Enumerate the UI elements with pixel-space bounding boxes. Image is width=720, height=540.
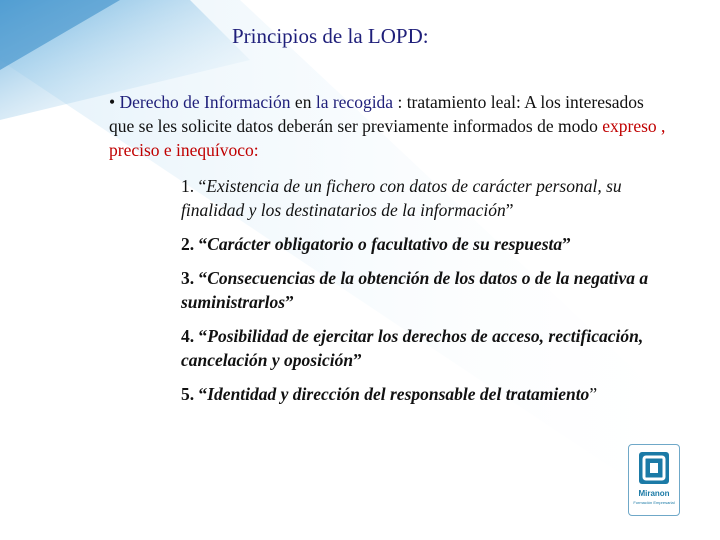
logo-name: Miranon	[638, 489, 670, 498]
intro-term-recogida: la recogida	[315, 92, 394, 112]
intro-term-derecho: Derecho de Información	[119, 92, 291, 112]
slide-title: Principios de la LOPD:	[232, 24, 429, 48]
item-text: Existencia de un fichero con datos de carácter personal, su finalidad y los destinatarios de la información	[181, 176, 622, 220]
item-number: 5. “	[181, 384, 208, 404]
intro-emphasis: expreso , preciso e inequívoco:	[109, 116, 666, 160]
list-item	[181, 266, 671, 314]
list-item	[181, 232, 671, 256]
item-number: 1. “	[181, 176, 207, 196]
intro-paragraph	[109, 90, 669, 162]
item-text: Posibilidad de ejercitar los derechos de acceso, rectificación, cancelación y oposición	[181, 326, 644, 370]
list-item	[181, 324, 671, 372]
list-item	[181, 174, 671, 222]
item-number: 4. “	[181, 326, 208, 346]
item-number: 2. “	[181, 234, 208, 254]
item-number: 3. “	[181, 268, 208, 288]
item-close-quote: ”	[285, 292, 294, 312]
list-item	[181, 382, 671, 406]
item-close-quote: ”	[353, 350, 362, 370]
logo-mark-icon	[638, 451, 670, 485]
item-close-quote: ”	[562, 234, 571, 254]
item-close-quote: ”	[505, 200, 514, 220]
intro-text-1: en	[290, 92, 316, 112]
requirements-list	[181, 174, 671, 416]
item-close-quote: ”	[589, 384, 598, 404]
intro-text-2: : tratamiento leal: A los interesados que se les solicite datos deberán ser previamente informados de modo	[109, 92, 644, 136]
bullet: •	[109, 92, 116, 112]
company-logo	[628, 444, 680, 516]
item-text: Carácter obligatorio o facultativo de su respuesta	[207, 234, 563, 254]
item-text: Consecuencias de la obtención de los datos o de la negativa a suministrarlos	[181, 268, 649, 312]
item-text: Identidad y dirección del responsable del tratamiento	[207, 384, 590, 404]
logo-tagline: Formación Empresarial	[633, 500, 675, 505]
